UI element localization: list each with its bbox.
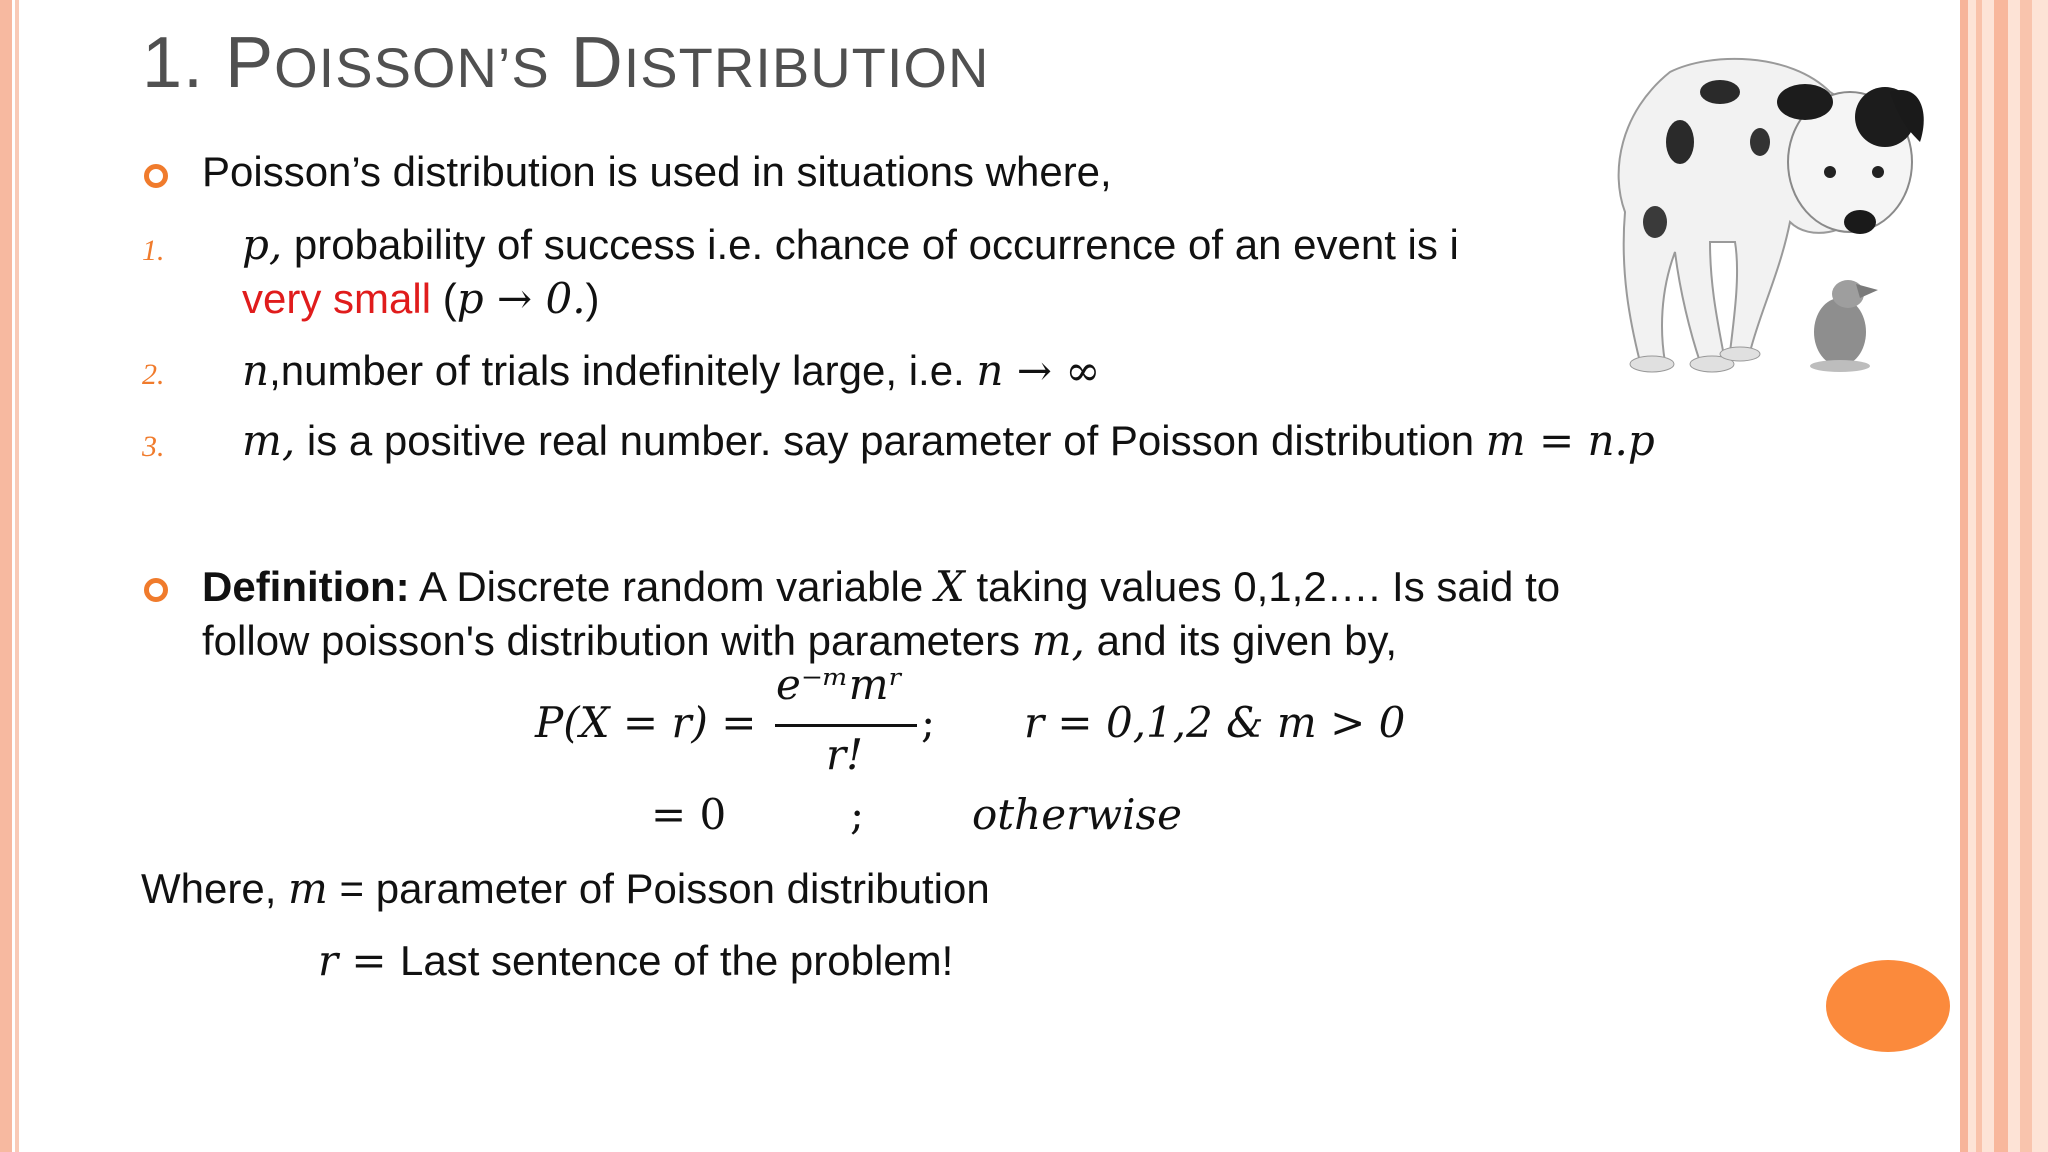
title-smallcaps-apos: ’S (497, 36, 550, 99)
where-text-r: Last sentence of the problem! (399, 937, 954, 984)
list-item-1 (242, 220, 1459, 269)
definition-line2-b: and its given by, (1084, 617, 1397, 664)
item3-math: m = n.p (1485, 416, 1655, 465)
right-decor-line (2020, 0, 2032, 1152)
item3-text: is a positive real number. say parameter of Poisson distribution (295, 417, 1486, 464)
where-line-m (141, 864, 990, 913)
list-number-3: 3. (142, 430, 165, 463)
where-label: Where, (141, 865, 289, 912)
formula-zero: = 0 (651, 790, 727, 839)
list-number-2: 2. (142, 358, 165, 391)
right-decor-line (1976, 0, 1982, 1152)
definition-text-2: taking values 0,1,2…. Is said to (964, 563, 1561, 610)
title-cap-d: D (570, 23, 624, 103)
where-text-m: = parameter of Poisson distribution (327, 865, 990, 912)
slide-title (142, 22, 989, 104)
item3-var: m, (242, 416, 296, 465)
title-cap-p: P (225, 23, 275, 103)
right-decor-line (1994, 0, 2008, 1152)
item1-red-text: very small (242, 275, 432, 322)
item1-var: p, (242, 220, 283, 269)
list-item-3 (242, 416, 1655, 465)
item1-paren: ( (431, 275, 457, 322)
dog-illustration-svg (1560, 32, 1930, 392)
formula-denominator: r! (826, 730, 863, 779)
definition-var-x: X (934, 562, 965, 611)
item2-text: ,number of trials indefinitely large, i.e. (269, 347, 977, 394)
definition-line-1 (202, 562, 1560, 611)
where-var-m: m (288, 864, 328, 913)
title-smallcaps-oisson: OISSON (274, 36, 498, 99)
item2-math: n → ∞ (976, 346, 1101, 395)
intro-text: Poisson’s distribution is used in situations where, (202, 148, 1112, 195)
definition-text-1: A Discrete random variable (409, 563, 935, 610)
where-eq: = (338, 936, 400, 985)
left-decor-stripe (0, 0, 12, 1152)
right-decor-line (1960, 0, 1968, 1152)
item1-close: ) (585, 275, 600, 322)
list-number-1: 1. (142, 234, 165, 267)
definition-line2-a: follow poisson's distribution with parameters (202, 617, 1032, 664)
formula-condition: r = 0,1,2 & m > 0 (1024, 698, 1406, 747)
formula-semicolon-1: ; (921, 698, 936, 747)
formula-otherwise: otherwise (972, 790, 1182, 839)
formula-semicolon-2: ; (850, 790, 865, 839)
where-var-r: r (318, 936, 339, 985)
definition-line-2 (202, 616, 1397, 665)
list-item-1-line2 (242, 274, 600, 323)
orange-decor-oval (1826, 960, 1950, 1052)
list-item-2 (242, 346, 1100, 395)
title-number: 1. (142, 23, 205, 103)
formula-numerator: e⁻ᵐmʳ (776, 660, 904, 709)
bullet-ring-icon (144, 578, 168, 602)
item1-math: p → 0. (456, 274, 586, 323)
item1-text: probability of success i.e. chance of occurrence of an event is i (282, 221, 1459, 268)
definition-var-m: m, (1031, 616, 1085, 665)
title-smallcaps-istribution: ISTRIBUTION (623, 36, 990, 99)
definition-label: Definition: (202, 563, 410, 610)
item2-var: n (242, 346, 270, 395)
formula-fraction-bar (775, 724, 917, 727)
formula-lhs: P(X = r) = (535, 698, 757, 747)
left-decor-stripe-thin (15, 0, 19, 1152)
bullet-ring-icon (144, 164, 168, 188)
dog-illustration (1560, 32, 1930, 392)
where-line-r (318, 936, 953, 985)
